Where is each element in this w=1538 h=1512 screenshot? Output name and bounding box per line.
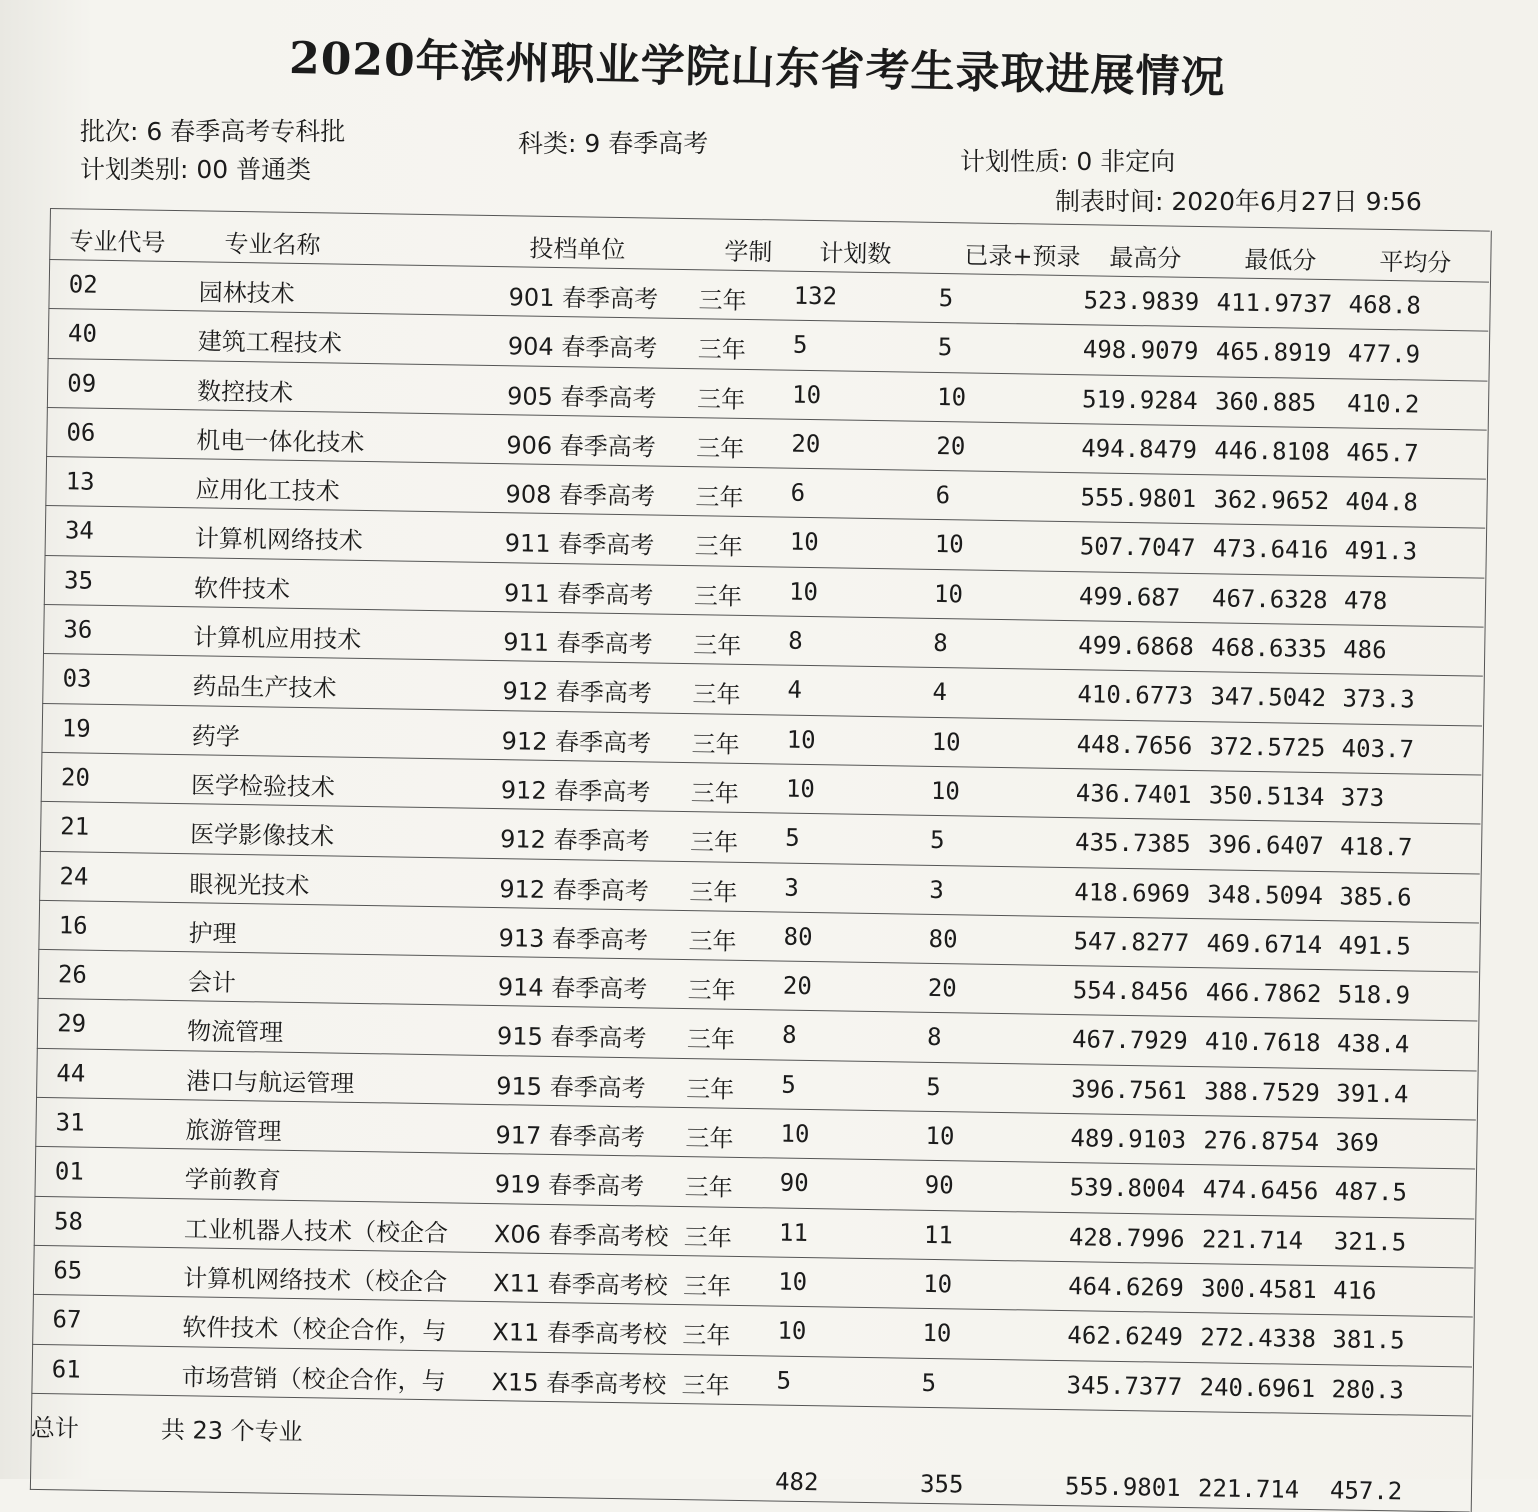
cell-avg: 403.7 [1341, 734, 1415, 764]
cell-duration: 三年 [692, 680, 741, 710]
total-min: 221.714 [1197, 1474, 1300, 1504]
cell-name: 医学检验技术 [190, 771, 336, 802]
cell-name: 应用化工技术 [195, 475, 340, 506]
cell-avg: 477.9 [1347, 339, 1421, 369]
cell-admitted: 10 [931, 727, 961, 757]
cell-admitted: 10 [934, 530, 964, 559]
cell-duration: 三年 [693, 581, 743, 611]
cell-admitted: 10 [930, 776, 961, 806]
cell-max: 396.7561 [1071, 1074, 1188, 1105]
cell-unit: 906 春季高考 [506, 431, 656, 462]
cell-unit: X11 春季高考校 [492, 1269, 668, 1300]
cell-code: 44 [56, 1058, 86, 1088]
cell-avg: 518.9 [1337, 980, 1411, 1010]
cell-name: 会计 [187, 968, 237, 998]
cell-name: 护理 [188, 919, 237, 948]
cell-max: 435.7385 [1074, 828, 1191, 859]
cell-unit: 913 春季高考 [498, 923, 649, 955]
cell-unit: 911 春季高考 [504, 529, 655, 561]
cell-avg: 487.5 [1334, 1177, 1408, 1207]
cell-name: 旅游管理 [185, 1116, 282, 1146]
cell-min: 473.6416 [1212, 534, 1329, 565]
cell-unit: 915 春季高考 [496, 1071, 646, 1103]
cell-code: 01 [54, 1157, 84, 1186]
cell-name: 建筑工程技术 [197, 327, 343, 358]
cell-avg: 478 [1343, 586, 1388, 615]
cell-name: 工业机器人技术（校企合 [183, 1214, 449, 1248]
cell-unit: X11 春季高考校 [492, 1318, 668, 1350]
cell-code: 40 [67, 319, 98, 349]
cell-avg: 486 [1343, 635, 1387, 665]
cell-code: 34 [64, 516, 95, 546]
cell-admitted: 6 [935, 481, 951, 510]
cell-duration: 三年 [685, 1124, 734, 1153]
cell-min: 300.4581 [1200, 1274, 1317, 1304]
cell-duration: 三年 [696, 384, 746, 414]
cell-admitted: 5 [938, 283, 954, 313]
cell-min: 467.6328 [1211, 584, 1328, 614]
cell-duration: 三年 [689, 828, 739, 858]
cell-name: 药品生产技术 [192, 672, 337, 703]
cell-duration: 三年 [696, 434, 745, 463]
cell-admitted: 20 [927, 974, 957, 1003]
cell-max: 418.6969 [1074, 877, 1191, 908]
cell-code: 13 [65, 467, 95, 496]
total-admitted: 355 [919, 1469, 964, 1499]
cell-min: 474.6456 [1202, 1175, 1319, 1206]
cell-name: 数控技术 [196, 376, 294, 407]
total-plan: 482 [774, 1467, 819, 1497]
cell-admitted: 90 [924, 1171, 954, 1200]
cell-min: 469.6714 [1206, 929, 1323, 959]
cell-code: 02 [68, 270, 98, 299]
cell-min: 466.7862 [1205, 978, 1322, 1009]
cell-code: 35 [63, 566, 94, 595]
cell-avg: 373 [1340, 783, 1385, 812]
header-code: 专业代号 [69, 227, 166, 257]
cell-name: 软件技术（校企合作，与 [182, 1313, 447, 1346]
cell-min: 350.5134 [1208, 781, 1325, 812]
cell-min: 410.7618 [1204, 1027, 1321, 1058]
cell-plan: 10 [778, 1267, 808, 1296]
cell-min: 362.9652 [1213, 485, 1330, 516]
cell-avg: 373.3 [1342, 684, 1415, 714]
cell-plan: 20 [791, 429, 821, 459]
cell-admitted: 80 [928, 924, 958, 954]
cell-plan: 3 [784, 873, 800, 902]
cell-max: 519.9284 [1081, 384, 1198, 415]
cell-duration: 三年 [684, 1173, 733, 1203]
cell-admitted: 8 [926, 1023, 942, 1052]
cell-avg: 410.2 [1346, 388, 1420, 419]
cell-plan: 10 [786, 725, 816, 754]
cell-unit: 911 春季高考 [503, 628, 653, 659]
cell-avg: 438.4 [1336, 1029, 1410, 1059]
cell-duration: 三年 [682, 1272, 732, 1301]
header-max: 最高分 [1109, 243, 1182, 273]
cell-avg: 321.5 [1333, 1226, 1407, 1257]
cell-admitted: 10 [922, 1319, 952, 1348]
total-label: 总计 [30, 1413, 80, 1443]
cell-code: 16 [58, 911, 88, 940]
cell-code: 29 [56, 1009, 87, 1039]
cell-unit: 901 春季高考 [508, 283, 659, 314]
header-name: 专业名称 [224, 229, 321, 260]
total-count: 共 23 个专业 [160, 1415, 303, 1446]
cell-admitted: 10 [936, 382, 967, 412]
cell-avg: 381.5 [1332, 1325, 1405, 1355]
cell-plan: 5 [781, 1070, 796, 1099]
plan-type-info: 计划类别: 00 普通类 [80, 155, 312, 184]
cell-name: 物流管理 [186, 1017, 284, 1048]
cell-plan: 10 [780, 1119, 810, 1149]
cell-code: 58 [53, 1206, 84, 1236]
cell-code: 67 [52, 1305, 82, 1334]
cell-max: 448.7656 [1076, 729, 1193, 760]
header-unit: 投档单位 [529, 234, 626, 265]
cell-code: 24 [59, 861, 89, 891]
header-admitted: 已录+预录 [964, 241, 1081, 272]
cell-max: 523.9839 [1083, 286, 1200, 317]
cell-code: 09 [67, 368, 97, 398]
cell-admitted: 10 [922, 1269, 953, 1299]
cell-unit: 914 春季高考 [497, 973, 648, 1004]
cell-max: 489.9103 [1070, 1124, 1187, 1155]
cell-avg: 465.7 [1346, 438, 1419, 468]
cell-max: 462.6249 [1067, 1321, 1184, 1352]
cell-name: 机电一体化技术 [196, 426, 365, 457]
cell-plan: 90 [779, 1168, 809, 1198]
cell-code: 19 [61, 713, 91, 743]
cell-min: 372.5725 [1209, 731, 1326, 762]
cell-name: 学前教育 [184, 1165, 281, 1196]
cell-plan: 4 [787, 676, 803, 705]
cell-max: 467.7929 [1071, 1025, 1188, 1056]
cell-code: 61 [51, 1354, 81, 1384]
header-avg: 平均分 [1379, 247, 1452, 278]
cell-min: 388.7529 [1204, 1076, 1321, 1107]
cell-plan: 132 [793, 281, 838, 311]
cell-min: 411.9737 [1216, 288, 1333, 319]
cell-max: 547.8277 [1073, 927, 1190, 957]
cell-avg: 385.6 [1339, 881, 1412, 912]
cell-plan: 10 [785, 774, 816, 804]
cell-max: 494.8479 [1081, 434, 1198, 464]
cell-unit: X15 春季高考校 [491, 1367, 667, 1399]
cell-plan: 80 [783, 922, 813, 951]
cell-max: 555.9801 [1080, 483, 1197, 514]
header-duration: 学制 [724, 237, 773, 267]
cell-max: 507.7047 [1079, 532, 1196, 563]
cell-duration: 三年 [689, 877, 738, 907]
cell-name: 港口与航运管理 [186, 1067, 355, 1098]
cell-avg: 416 [1332, 1276, 1377, 1305]
cell-admitted: 5 [926, 1072, 941, 1101]
cell-max: 410.6773 [1077, 680, 1194, 711]
cell-min: 360.885 [1214, 386, 1317, 417]
cell-min: 347.5042 [1210, 682, 1327, 713]
cell-min: 396.6407 [1207, 830, 1324, 861]
cell-max: 436.7401 [1075, 779, 1192, 809]
cell-admitted: 5 [929, 826, 945, 855]
cell-plan: 11 [778, 1218, 809, 1247]
header-plan: 计划数 [819, 239, 892, 269]
cell-max: 464.6269 [1067, 1272, 1184, 1302]
cell-name: 眼视光技术 [189, 869, 310, 900]
cell-name: 药学 [191, 721, 240, 751]
subject-info: 科类: 9 春季高考 [518, 129, 709, 158]
cell-min: 276.8754 [1203, 1126, 1320, 1157]
cell-unit: 919 春季高考 [494, 1170, 645, 1201]
cell-avg: 491.5 [1338, 931, 1412, 961]
cell-name: 医学影像技术 [189, 820, 335, 851]
cell-admitted: 10 [925, 1121, 955, 1151]
cell-unit: 912 春季高考 [499, 825, 650, 856]
cell-unit: 904 春季高考 [507, 332, 658, 363]
total-avg: 457.2 [1329, 1476, 1403, 1506]
table-time-info: 制表时间: 2020年6月27日 9:56 [1055, 187, 1422, 216]
cell-unit: 911 春季高考 [503, 578, 654, 610]
cell-plan: 10 [791, 380, 822, 409]
cell-max: 499.6868 [1078, 631, 1195, 662]
cell-code: 31 [55, 1108, 85, 1137]
cell-duration: 三年 [694, 532, 743, 562]
cell-duration: 三年 [686, 1074, 735, 1104]
cell-avg: 280.3 [1331, 1374, 1405, 1404]
cell-duration: 三年 [692, 631, 742, 660]
cell-admitted: 8 [933, 629, 948, 658]
cell-name: 软件技术 [193, 574, 291, 604]
cell-unit: 917 春季高考 [495, 1121, 646, 1152]
cell-min: 240.6961 [1199, 1372, 1316, 1403]
cell-duration: 三年 [697, 335, 747, 365]
cell-plan: 10 [789, 528, 819, 557]
cell-duration: 三年 [683, 1222, 733, 1252]
cell-min: 468.6335 [1211, 633, 1328, 664]
cell-avg: 391.4 [1336, 1079, 1409, 1109]
cell-admitted: 20 [936, 431, 966, 461]
cell-code: 21 [60, 812, 90, 841]
cell-duration: 三年 [686, 1025, 736, 1055]
cell-duration: 三年 [698, 286, 747, 315]
cell-unit: 912 春季高考 [499, 874, 650, 906]
cell-unit: 912 春季高考 [502, 677, 653, 708]
cell-avg: 418.7 [1339, 832, 1413, 862]
cell-duration: 三年 [687, 976, 737, 1006]
cell-avg: 468.8 [1348, 290, 1422, 320]
cell-plan: 8 [781, 1021, 797, 1050]
cell-admitted: 5 [921, 1368, 937, 1397]
cell-avg: 491.3 [1344, 536, 1418, 566]
cell-max: 498.9079 [1082, 335, 1199, 366]
cell-min: 446.8108 [1214, 436, 1331, 467]
cell-plan: 10 [777, 1316, 807, 1346]
cell-min: 348.5094 [1207, 879, 1324, 910]
cell-code: 26 [57, 960, 88, 989]
cell-name: 计算机应用技术 [193, 623, 362, 655]
total-max: 555.9801 [1064, 1471, 1181, 1502]
cell-duration: 三年 [682, 1321, 731, 1351]
cell-unit: 915 春季高考 [496, 1022, 647, 1053]
cell-unit: 908 春季高考 [505, 480, 656, 511]
cell-code: 06 [66, 418, 96, 447]
cell-duration: 三年 [690, 779, 740, 808]
cell-admitted: 3 [929, 875, 945, 904]
cell-plan: 5 [784, 823, 800, 853]
cell-min: 465.8919 [1215, 337, 1332, 368]
cell-max: 554.8456 [1072, 976, 1189, 1007]
batch-info: 批次: 6 春季高考专科批 [80, 117, 346, 146]
cell-avg: 404.8 [1345, 487, 1419, 517]
table-body [31, 260, 1489, 1416]
cell-unit: 912 春季高考 [501, 726, 652, 758]
cell-code: 03 [62, 664, 92, 694]
cell-max: 499.687 [1078, 581, 1181, 612]
cell-plan: 6 [790, 478, 806, 508]
cell-name: 计算机网络技术（校企合 [182, 1264, 448, 1297]
page-title: 2020年滨州职业学院山东省考生录取进展情况 [288, 32, 1227, 104]
cell-duration: 三年 [695, 483, 744, 513]
cell-min: 221.714 [1201, 1224, 1304, 1255]
cell-duration: 三年 [688, 926, 737, 956]
cell-admitted: 10 [933, 579, 964, 609]
cell-avg: 369 [1335, 1128, 1380, 1158]
cell-unit: 912 春季高考 [500, 776, 651, 807]
cell-plan: 8 [788, 626, 803, 655]
cell-max: 539.8004 [1069, 1173, 1186, 1204]
cell-name: 计算机网络技术 [194, 524, 364, 556]
cell-code: 20 [60, 763, 91, 792]
cell-plan: 5 [792, 330, 808, 360]
cell-plan: 10 [788, 577, 819, 606]
cell-max: 345.7377 [1066, 1370, 1183, 1401]
cell-code: 65 [53, 1256, 83, 1285]
cell-max: 428.7996 [1068, 1222, 1185, 1253]
cell-min: 272.4338 [1200, 1323, 1317, 1354]
cell-unit: 905 春季高考 [506, 381, 657, 413]
cell-name: 市场营销（校企合作，与 [181, 1362, 446, 1395]
cell-code: 36 [63, 615, 93, 644]
cell-name: 园林技术 [198, 278, 295, 308]
cell-admitted: 11 [923, 1220, 954, 1249]
admission-table [30, 208, 1490, 1512]
cell-unit: X06 春季高考校 [493, 1219, 669, 1251]
cell-plan: 5 [776, 1366, 792, 1395]
cell-admitted: 5 [937, 333, 953, 362]
header-min: 最低分 [1244, 245, 1317, 275]
cell-plan: 20 [782, 971, 812, 1001]
cell-duration: 三年 [681, 1370, 730, 1400]
cell-admitted: 4 [932, 678, 948, 707]
plan-nature-info: 计划性质: 0 非定向 [960, 147, 1176, 176]
cell-duration: 三年 [691, 729, 740, 759]
